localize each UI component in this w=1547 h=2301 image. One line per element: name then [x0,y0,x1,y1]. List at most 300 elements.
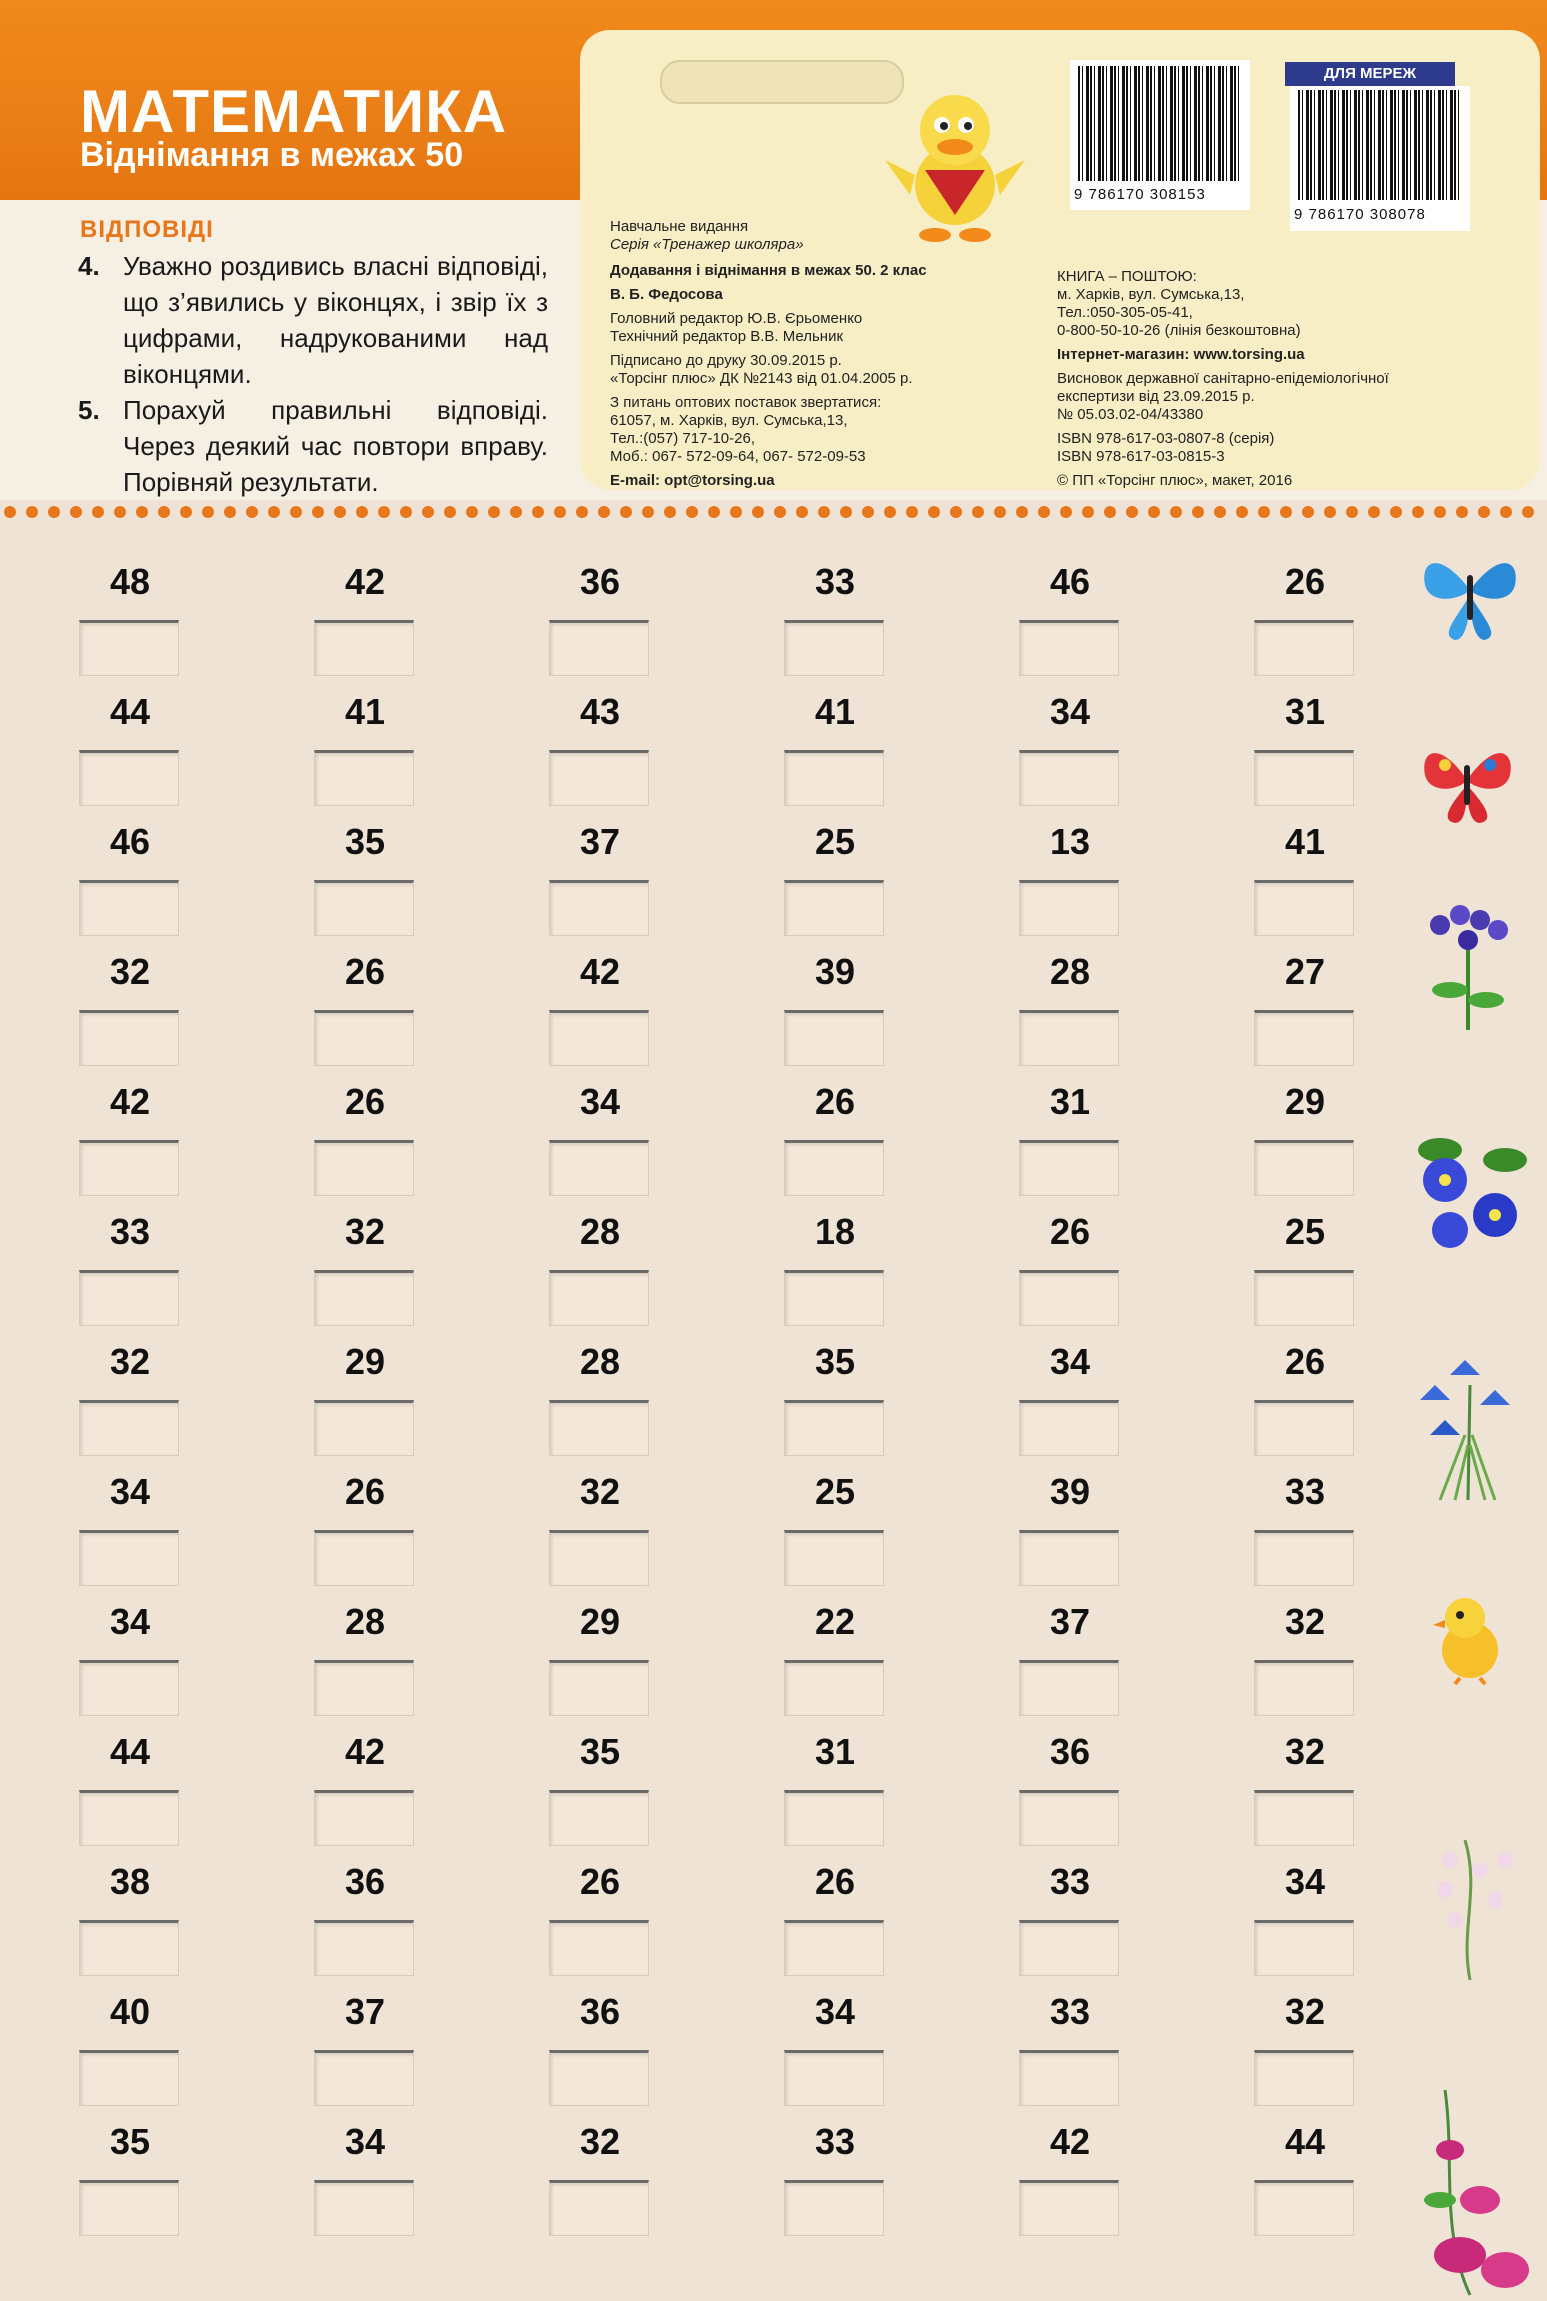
answer-cell [545,562,655,672]
divider-dot [1126,506,1138,518]
answer-cell [310,1342,420,1452]
answer-cell [310,562,420,672]
divider-dot [1522,506,1534,518]
answer-window[interactable] [1254,880,1354,936]
answer-cell [310,1602,420,1712]
answer-window[interactable] [314,1790,414,1846]
instruction-number: 4. [78,251,100,281]
imprint-line: Моб.: 067- 572-09-64, 067- 572-09-53 [610,448,866,465]
answer-cell [545,1732,655,1842]
divider-dot [1170,506,1182,518]
answer-window[interactable] [549,620,649,676]
answer-cell [1015,1732,1125,1842]
answer-window[interactable] [1019,620,1119,676]
answer-cell [1015,1992,1125,2102]
answer-window[interactable] [79,750,179,806]
answer-number: 28 [344,1601,386,1642]
answer-number: 18 [814,1211,856,1252]
answer-number: 26 [1049,1211,1091,1252]
answer-number: 32 [579,2121,621,2162]
divider-dot [730,506,742,518]
answer-number: 34 [814,1991,856,2032]
answer-window[interactable] [1254,1790,1354,1846]
answer-cell [545,1992,655,2102]
answer-window[interactable] [784,1400,884,1456]
divider-dot [1192,506,1204,518]
answer-number: 31 [1284,691,1326,732]
answer-cell [1015,1602,1125,1712]
answer-number: 28 [579,1341,621,1382]
answer-number: 26 [344,1471,386,1512]
answer-number: 27 [1284,951,1326,992]
answer-cell [310,1212,420,1322]
answer-cell [780,2122,890,2232]
divider-dot [1346,506,1358,518]
divider-dot [246,506,258,518]
instruction-text: Уважно роздивись власні відповіді, що з’явились у віконцях, і звір їх з цифрами, надрукованими над віконцями. [123,251,548,389]
answer-window[interactable] [314,750,414,806]
answer-window[interactable] [1254,1270,1354,1326]
answer-window[interactable] [549,1400,649,1456]
imprint-line: Тел.:050-305-05-41, [1057,304,1193,321]
answer-number: 36 [579,561,621,602]
answer-cell [310,692,420,802]
answer-number: 37 [1049,1601,1091,1642]
divider-dot [620,506,632,518]
divider-dot [972,506,984,518]
answer-window[interactable] [79,1140,179,1196]
answer-cell [75,1342,185,1452]
answer-window[interactable] [1254,750,1354,806]
answer-number: 48 [109,561,151,602]
answer-cell [75,1472,185,1582]
answer-number: 43 [579,691,621,732]
isbn-line: ISBN 978-617-03-0807-8 (серія) [1057,430,1275,447]
answer-window[interactable] [1019,1140,1119,1196]
answer-cell [75,692,185,802]
answer-number: 29 [579,1601,621,1642]
answer-number: 33 [109,1211,151,1252]
butterfly-icon [1420,735,1515,825]
answer-cell [75,1992,185,2102]
answer-window[interactable] [1254,1010,1354,1066]
divider-dot [290,506,302,518]
answer-number: 44 [109,691,151,732]
answer-cell [780,822,890,932]
answer-number: 28 [1049,951,1091,992]
divider-dot [906,506,918,518]
answer-cell [780,1342,890,1452]
divider-dot [1324,506,1336,518]
answer-window[interactable] [79,1660,179,1716]
divider-dot [532,506,544,518]
answer-cell [1250,692,1360,802]
answer-window[interactable] [314,1660,414,1716]
answer-cell [545,952,655,1062]
answer-number: 35 [109,2121,151,2162]
answer-window[interactable] [549,1920,649,1976]
answer-number: 34 [579,1081,621,1122]
answer-cell [1250,822,1360,932]
answer-cell [780,562,890,672]
answer-cell [545,1862,655,1972]
answer-window[interactable] [314,620,414,676]
divider-dot [1236,506,1248,518]
sweet-pea-flower-icon [1410,2080,1545,2300]
divider-dot [1060,506,1072,518]
divider-dot [488,506,500,518]
answer-number: 34 [344,2121,386,2162]
answer-cell [75,822,185,932]
answer-number: 34 [1049,691,1091,732]
answer-number: 42 [579,951,621,992]
divider-dot [114,506,126,518]
answer-cell [545,1342,655,1452]
divider-dot [686,506,698,518]
answer-number: 41 [1284,821,1326,862]
divider-dot [158,506,170,518]
answer-window[interactable] [784,1010,884,1066]
answer-number: 38 [109,1861,151,1902]
divider-dot [1390,506,1402,518]
divider-dot [1148,506,1160,518]
answer-number: 25 [814,1471,856,1512]
answer-cell [75,1732,185,1842]
answer-number: 32 [344,1211,386,1252]
answer-number: 26 [579,1861,621,1902]
answer-cell [310,1082,420,1192]
answer-window[interactable] [784,1790,884,1846]
answer-window[interactable] [784,620,884,676]
imprint-line: Висновок державної санітарно-епідеміологічної [1057,370,1389,387]
answer-number: 31 [1049,1081,1091,1122]
answer-number: 26 [344,951,386,992]
answer-window[interactable] [1019,1400,1119,1456]
answer-cell [1250,952,1360,1062]
divider-dot [840,506,852,518]
answer-number: 31 [814,1731,856,1772]
isbn-line: ISBN 978-617-03-0815-3 [1057,448,1225,465]
divider-dot [180,506,192,518]
answer-number: 37 [579,821,621,862]
answer-window[interactable] [549,2180,649,2236]
answer-window[interactable] [1019,1010,1119,1066]
imprint-line: 0-800-50-10-26 (лінія безкоштовна) [1057,322,1301,339]
answer-cell [780,692,890,802]
answer-window[interactable] [549,1660,649,1716]
answer-window[interactable] [1254,2180,1354,2236]
divider-dot [444,506,456,518]
imprint-line: Підписано до друку 30.09.2015 р. [610,352,842,369]
answer-number: 42 [344,561,386,602]
answer-number: 34 [1049,1341,1091,1382]
answer-window[interactable] [549,1790,649,1846]
answer-number: 36 [579,1991,621,2032]
divider-dot [884,506,896,518]
imprint-line: м. Харків, вул. Сумська,13, [1057,286,1245,303]
divider-dot [774,506,786,518]
imprint-line: 61057, м. Харків, вул. Сумська,13, [610,412,848,429]
answer-cell [545,1212,655,1322]
divider-dot [642,506,654,518]
barcode-number: 9 786170 308078 [1294,206,1426,223]
answer-cell [1015,1082,1125,1192]
answer-window[interactable] [549,1530,649,1586]
divider-dot [1280,506,1292,518]
divider-dot [1478,506,1490,518]
divider-dot [1104,506,1116,518]
answer-number: 32 [1284,1731,1326,1772]
answer-number: 33 [1284,1471,1326,1512]
answer-window[interactable] [314,1010,414,1066]
answer-window[interactable] [549,880,649,936]
barcode-1 [1070,60,1250,210]
answer-number: 35 [814,1341,856,1382]
instruction-4 [78,248,548,392]
answer-window[interactable] [1254,1400,1354,1456]
barcode-icon [1078,66,1242,181]
answer-window[interactable] [549,1140,649,1196]
divider-dot [334,506,346,518]
imprint-line: експертизи від 23.09.2015 р. [1057,388,1255,405]
answer-number: 34 [109,1471,151,1512]
divider-dot [4,506,16,518]
answer-number: 32 [579,1471,621,1512]
answer-cell [545,1602,655,1712]
answer-window[interactable] [784,1140,884,1196]
divider-dot [598,506,610,518]
answer-window[interactable] [549,1010,649,1066]
imprint-line: Додавання і віднімання в межах 50. 2 клас [610,262,927,279]
answer-window[interactable] [1019,2180,1119,2236]
answer-cell [310,2122,420,2232]
answer-number: 29 [344,1341,386,1382]
answer-window[interactable] [314,1920,414,1976]
answer-number: 46 [109,821,151,862]
divider-dot [708,506,720,518]
answer-cell [75,2122,185,2232]
answer-window[interactable] [79,1790,179,1846]
butterfly-icon [1420,540,1520,645]
answer-cell [1250,1602,1360,1712]
answer-window[interactable] [79,620,179,676]
answer-window[interactable] [784,1270,884,1326]
answer-number: 28 [579,1211,621,1252]
answer-number: 13 [1049,821,1091,862]
instruction-text: Порахуй правильні відповіді. Через деякий час повтори вправу. Порівняй результати. [123,395,548,497]
answer-window[interactable] [1019,880,1119,936]
divider-dot [26,506,38,518]
answer-window[interactable] [79,2050,179,2106]
divider-dot [994,506,1006,518]
answer-window[interactable] [1254,1660,1354,1716]
hanging-slot [660,60,904,104]
divider-dot [136,506,148,518]
answer-cell [545,692,655,802]
answer-window[interactable] [1254,1140,1354,1196]
divider-dot [1500,506,1512,518]
answer-cell [1250,1342,1360,1452]
answer-window[interactable] [1019,1920,1119,1976]
divider-dot [202,506,214,518]
divider-dot [224,506,236,518]
answer-window[interactable] [549,1270,649,1326]
divider-dot [576,506,588,518]
answer-window[interactable] [79,2180,179,2236]
answer-window[interactable] [314,2050,414,2106]
answer-cell [75,1212,185,1322]
divider-dot [312,506,324,518]
imprint-line: Технічний редактор В.В. Мельник [610,328,844,345]
answer-window[interactable] [549,750,649,806]
answer-number: 41 [344,691,386,732]
answer-cell [310,952,420,1062]
answer-number: 37 [344,1991,386,2032]
answer-window[interactable] [314,1400,414,1456]
answer-number: 26 [1284,561,1326,602]
answer-number: 36 [344,1861,386,1902]
answer-cell [1015,952,1125,1062]
answer-number: 42 [1049,2121,1091,2162]
barcode-icon [1298,90,1462,200]
answer-number: 26 [344,1081,386,1122]
instruction-number: 5. [78,395,100,425]
answer-number: 34 [1284,1861,1326,1902]
answer-window[interactable] [784,880,884,936]
answer-cell [75,1082,185,1192]
answer-window[interactable] [1019,1530,1119,1586]
divider-dot [554,506,566,518]
answer-window[interactable] [1254,2050,1354,2106]
dotted-divider [0,504,1547,520]
answer-window[interactable] [784,750,884,806]
answer-cell [1250,1732,1360,1842]
answer-number: 26 [814,1081,856,1122]
answer-number: 22 [814,1601,856,1642]
divider-dot [1368,506,1380,518]
answer-cell [1015,562,1125,672]
answer-window[interactable] [1019,2050,1119,2106]
answer-number: 32 [1284,1991,1326,2032]
answer-window[interactable] [314,1530,414,1586]
divider-dot [796,506,808,518]
email-line: E-mail: opt@torsing.ua [610,472,775,489]
barcode-number: 9 786170 308153 [1074,186,1206,203]
answer-cell [780,952,890,1062]
website-line: Інтернет-магазин: www.torsing.ua [1057,346,1305,363]
answer-number: 32 [1284,1601,1326,1642]
answer-window[interactable] [784,2180,884,2236]
flower-icon [1420,900,1515,1035]
answer-cell [310,822,420,932]
answer-window[interactable] [784,2050,884,2106]
answer-cell [1015,2122,1125,2232]
answer-cell [780,1602,890,1712]
answer-window[interactable] [1019,1660,1119,1716]
lily-of-valley-icon [1420,1830,1530,1980]
answer-window[interactable] [314,1140,414,1196]
answer-number: 29 [1284,1081,1326,1122]
answer-window[interactable] [314,880,414,936]
imprint-line: Навчальне видання [610,218,749,235]
answer-cell [310,1732,420,1842]
answer-cell [1250,1992,1360,2102]
answer-window[interactable] [79,1270,179,1326]
imprint-line: Тел.:(057) 717-10-26, [610,430,755,447]
answer-cell [780,1862,890,1972]
divider-dot [950,506,962,518]
answer-cell [75,562,185,672]
divider-dot [1456,506,1468,518]
answer-cell [75,952,185,1062]
imprint-line: В. Б. Федосова [610,286,723,303]
answer-window[interactable] [1019,1790,1119,1846]
answer-number: 41 [814,691,856,732]
answer-window[interactable] [1254,1920,1354,1976]
divider-dot [1258,506,1270,518]
answer-cell [1015,1212,1125,1322]
divider-dot [400,506,412,518]
answer-number: 40 [109,1991,151,2032]
answer-window[interactable] [79,1400,179,1456]
instruction-5 [78,392,548,500]
divider-dot [466,506,478,518]
answer-number: 34 [109,1601,151,1642]
answer-window[interactable] [784,1530,884,1586]
answer-number: 25 [1284,1211,1326,1252]
divider-dot [510,506,522,518]
divider-dot [70,506,82,518]
imprint-line: Серія «Тренажер школяра» [610,236,804,253]
answer-number: 44 [109,1731,151,1772]
answer-window[interactable] [314,2180,414,2236]
answer-window[interactable] [784,1920,884,1976]
answer-number: 33 [1049,1861,1091,1902]
answer-window[interactable] [784,1660,884,1716]
answer-window[interactable] [314,1270,414,1326]
answer-number: 39 [814,951,856,992]
answer-window[interactable] [1254,620,1354,676]
answer-number: 26 [1284,1341,1326,1382]
for-network-label: ДЛЯ МЕРЕЖ [1285,62,1455,86]
answer-window[interactable] [79,1920,179,1976]
answer-window[interactable] [79,1530,179,1586]
book-title: МАТЕМАТИКА [80,78,508,145]
answer-window[interactable] [79,880,179,936]
answer-cell [310,1862,420,1972]
answer-cell [1015,1342,1125,1452]
book-subtitle: Віднімання в межах 50 [80,136,464,174]
answer-window[interactable] [549,2050,649,2106]
answer-window[interactable] [1254,1530,1354,1586]
answer-window[interactable] [79,1010,179,1066]
answer-cell [1015,1862,1125,1972]
chick-icon [1425,1590,1505,1685]
answer-number: 33 [1049,1991,1091,2032]
answer-cell [1250,1082,1360,1192]
answer-number: 42 [344,1731,386,1772]
divider-dot [422,506,434,518]
divider-dot [48,506,60,518]
answer-window[interactable] [1019,750,1119,806]
answer-number: 35 [579,1731,621,1772]
imprint-left [610,218,927,490]
divider-dot [268,506,280,518]
divider-dot [92,506,104,518]
answer-window[interactable] [1019,1270,1119,1326]
answer-number: 33 [814,2121,856,2162]
divider-dot [1082,506,1094,518]
